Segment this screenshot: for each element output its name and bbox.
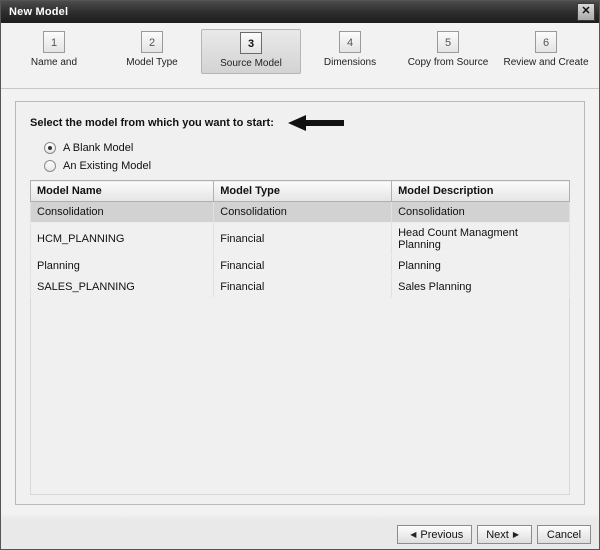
cell-model-type: Financial [214, 256, 392, 277]
chevron-right-icon: ▶ [512, 530, 519, 539]
table-empty-area [30, 298, 570, 495]
wizard-step-2[interactable] [103, 31, 201, 68]
radio-existing-model-icon[interactable] [44, 160, 56, 172]
table-header-row [31, 181, 570, 202]
cancel-button[interactable] [537, 525, 591, 544]
models-table [30, 180, 570, 298]
wizard-step-5[interactable] [399, 31, 497, 68]
cell-model-type: Financial [214, 223, 392, 256]
wizard-step-3[interactable] [201, 29, 301, 74]
next-button-label: Next [486, 528, 509, 541]
cell-model-name: SALES_PLANNING [31, 277, 214, 298]
wizard-step-1[interactable] [5, 31, 103, 68]
next-button[interactable] [477, 525, 532, 544]
step-number: 1 [43, 31, 65, 53]
cell-model-name: Consolidation [31, 202, 214, 223]
column-header-model-type[interactable]: Model Type [214, 181, 392, 202]
cell-model-description: Planning [392, 256, 570, 277]
wizard-steps [1, 23, 599, 89]
step-label: Name and [30, 57, 78, 68]
dialog-content [1, 89, 599, 519]
step-number: 3 [240, 32, 262, 54]
cell-model-type: Consolidation [214, 202, 392, 223]
radio-blank-model-icon[interactable] [44, 142, 56, 154]
step-label: Review and Create [503, 57, 589, 68]
option-existing-model[interactable] [44, 160, 570, 172]
step-label: Model Type [126, 57, 178, 68]
step-label: Source Model [220, 58, 282, 69]
column-header-model-description[interactable]: Model Description [392, 181, 570, 202]
titlebar [1, 1, 599, 23]
window-title: New Model [9, 6, 69, 18]
column-header-model-name[interactable]: Model Name [31, 181, 214, 202]
chevron-left-icon: ◀ [410, 530, 417, 539]
cell-model-description: Sales Planning [392, 277, 570, 298]
table-row[interactable] [31, 256, 570, 277]
option-label: A Blank Model [63, 142, 134, 154]
source-model-panel [15, 101, 585, 505]
table-row[interactable] [31, 277, 570, 298]
step-number: 4 [339, 31, 361, 53]
pointer-arrow-icon [288, 114, 344, 132]
previous-button-label: Previous [420, 528, 464, 541]
step-number: 2 [141, 31, 163, 53]
previous-button[interactable] [397, 525, 472, 544]
step-number: 6 [535, 31, 557, 53]
wizard-step-6[interactable] [497, 31, 595, 68]
prompt-text: Select the model from which you want to start: [30, 117, 274, 129]
wizard-step-4[interactable] [301, 31, 399, 68]
cell-model-description: Consolidation [392, 202, 570, 223]
cell-model-type: Financial [214, 277, 392, 298]
table-row[interactable] [31, 223, 570, 256]
prompt-row [30, 114, 570, 132]
cancel-button-label: Cancel [546, 528, 582, 541]
step-label: Dimensions [323, 57, 377, 68]
close-icon[interactable]: ✕ [577, 3, 595, 21]
dialog-footer [1, 519, 599, 549]
step-number: 5 [437, 31, 459, 53]
cell-model-name: HCM_PLANNING [31, 223, 214, 256]
option-blank-model[interactable] [44, 142, 570, 154]
option-label: An Existing Model [63, 160, 152, 172]
cell-model-description: Head Count Managment Planning [392, 223, 570, 256]
step-label: Copy from Source [407, 57, 489, 68]
cell-model-name: Planning [31, 256, 214, 277]
table-row[interactable] [31, 202, 570, 223]
